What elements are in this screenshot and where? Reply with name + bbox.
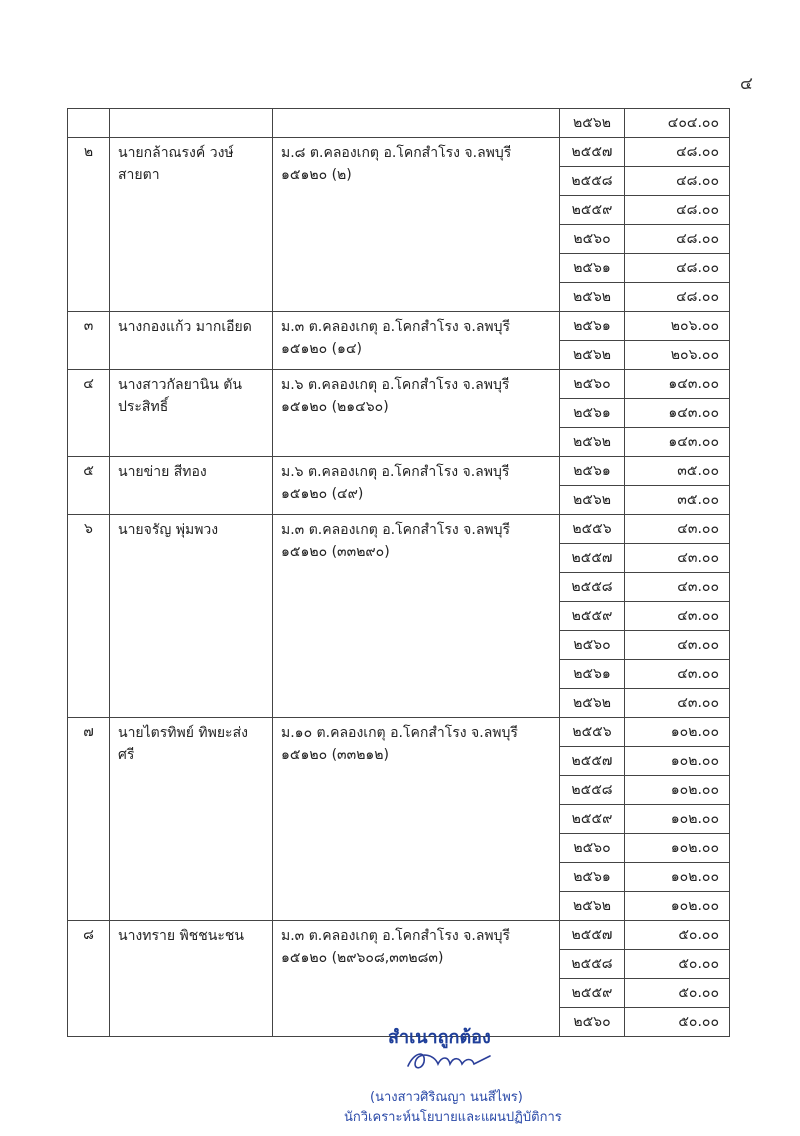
record-name-cell: นางทราย พิชชนะชน <box>110 921 273 1037</box>
record-address-cell: ม.๖ ต.คลองเกตุ อ.โคกสำโรง จ.ลพบุรี ๑๕๑๒๐ (๔๙) <box>273 457 560 515</box>
year-cell: ๒๕๕๙ <box>560 805 625 834</box>
year-cell: ๒๕๕๙ <box>560 602 625 631</box>
year-cell: ๒๕๖๒ <box>560 892 625 921</box>
signer-name: (นางสาวศิริณญา นนสีไพร) <box>370 1090 523 1105</box>
year-cell: ๒๕๖๐ <box>560 370 625 399</box>
signer-position: นักวิเคราะห์นโยบายและแผนปฏิบัติการ <box>344 1110 562 1125</box>
table-row <box>68 370 730 399</box>
year-cell: ๒๕๕๘ <box>560 776 625 805</box>
amount-cell: ๑๔๓.๐๐ <box>625 399 730 428</box>
year-cell: ๒๕๖๑ <box>560 254 625 283</box>
amount-cell: ๔๓.๐๐ <box>625 515 730 544</box>
record-name-cell: นายจรัญ พุ่มพวง <box>110 515 273 718</box>
year-cell: ๒๕๕๘ <box>560 950 625 979</box>
amount-cell: ๕๐.๐๐ <box>625 979 730 1008</box>
record-no-cell: ๓ <box>68 312 110 370</box>
record-address-cell: ม.๖ ต.คลองเกตุ อ.โคกสำโรง จ.ลพบุรี ๑๕๑๒๐ (๒๑๔๖๐) <box>273 370 560 457</box>
record-no-cell: ๗ <box>68 718 110 921</box>
year-cell: ๒๕๖๐ <box>560 1008 625 1037</box>
year-cell: ๒๕๕๗ <box>560 544 625 573</box>
record-address-cell: ม.๘ ต.คลองเกตุ อ.โคกสำโรง จ.ลพบุรี ๑๕๑๒๐ (๒) <box>273 138 560 312</box>
record-name-cell: นายไตรทิพย์ ทิพยะส่งศรี <box>110 718 273 921</box>
year-cell: ๒๕๖๐ <box>560 225 625 254</box>
amount-cell: ๕๐.๐๐ <box>625 950 730 979</box>
record-name-cell: นางสาวกัลยานิน ตันประสิทธิ์ <box>110 370 273 457</box>
amount-cell: ๔๘.๐๐ <box>625 283 730 312</box>
amount-cell: ๑๐๒.๐๐ <box>625 718 730 747</box>
record-no-cell: ๖ <box>68 515 110 718</box>
record-address-cell: ม.๓ ต.คลองเกตุ อ.โคกสำโรง จ.ลพบุรี ๑๕๑๒๐ (๒๙๖๐๘,๓๓๒๘๓) <box>273 921 560 1037</box>
certified-copy-stamp: สำเนาถูกต้อง <box>388 1027 491 1048</box>
page-number: ๔ <box>740 74 753 94</box>
record-no-cell: ๔ <box>68 370 110 457</box>
amount-cell: ๔๘.๐๐ <box>625 167 730 196</box>
amount-cell: ๓๕.๐๐ <box>625 486 730 515</box>
year-cell: ๒๕๕๗ <box>560 138 625 167</box>
amount-cell: ๔๓.๐๐ <box>625 573 730 602</box>
amount-cell: ๑๐๒.๐๐ <box>625 747 730 776</box>
year-cell: ๒๕๕๗ <box>560 747 625 776</box>
amount-cell: ๑๐๒.๐๐ <box>625 805 730 834</box>
year-cell: ๒๕๕๘ <box>560 573 625 602</box>
year-cell: ๒๕๖๒ <box>560 428 625 457</box>
record-name-cell: นายกล้าณรงค์ วงษ์สายตา <box>110 138 273 312</box>
record-name-cell: นางกองแก้ว มากเอียด <box>110 312 273 370</box>
payment-table <box>67 108 730 1037</box>
year-cell: ๒๕๕๙ <box>560 196 625 225</box>
record-name-cell <box>110 109 273 138</box>
year-cell: ๒๕๕๙ <box>560 979 625 1008</box>
amount-cell: ๑๔๓.๐๐ <box>625 428 730 457</box>
amount-cell: ๓๕.๐๐ <box>625 457 730 486</box>
amount-cell: ๔๘.๐๐ <box>625 254 730 283</box>
year-cell: ๒๕๖๒ <box>560 109 625 138</box>
year-cell: ๒๕๕๖ <box>560 718 625 747</box>
table-row <box>68 109 730 138</box>
record-no-cell <box>68 109 110 138</box>
amount-cell: ๔๓.๐๐ <box>625 544 730 573</box>
amount-cell: ๕๐.๐๐ <box>625 1008 730 1037</box>
year-cell: ๒๕๖๑ <box>560 457 625 486</box>
amount-cell: ๔๓.๐๐ <box>625 660 730 689</box>
year-cell: ๒๕๖๑ <box>560 660 625 689</box>
year-cell: ๒๕๖๒ <box>560 283 625 312</box>
year-cell: ๒๕๕๖ <box>560 515 625 544</box>
amount-cell: ๑๔๓.๐๐ <box>625 370 730 399</box>
year-cell: ๒๕๕๗ <box>560 921 625 950</box>
amount-cell: ๔๘.๐๐ <box>625 138 730 167</box>
year-cell: ๒๕๖๒ <box>560 486 625 515</box>
amount-cell: ๑๐๒.๐๐ <box>625 892 730 921</box>
year-cell: ๒๕๖๒ <box>560 341 625 370</box>
table-row <box>68 457 730 486</box>
record-address-cell: ม.๓ ต.คลองเกตุ อ.โคกสำโรง จ.ลพบุรี ๑๕๑๒๐ (๓๓๒๙๐) <box>273 515 560 718</box>
record-no-cell: ๕ <box>68 457 110 515</box>
year-cell: ๒๕๖๐ <box>560 834 625 863</box>
table-row <box>68 312 730 341</box>
table-row <box>68 921 730 950</box>
amount-cell: ๔๘.๐๐ <box>625 196 730 225</box>
record-address-cell: ม.๑๐ ต.คลองเกตุ อ.โคกสำโรง จ.ลพบุรี ๑๕๑๒๐ (๓๓๒๑๒) <box>273 718 560 921</box>
year-cell: ๒๕๖๒ <box>560 689 625 718</box>
amount-cell: ๔๘.๐๐ <box>625 225 730 254</box>
amount-cell: ๒๐๖.๐๐ <box>625 341 730 370</box>
amount-cell: ๔๓.๐๐ <box>625 631 730 660</box>
amount-cell: ๔๐๔.๐๐ <box>625 109 730 138</box>
year-cell: ๒๕๕๘ <box>560 167 625 196</box>
record-no-cell: ๘ <box>68 921 110 1037</box>
amount-cell: ๑๐๒.๐๐ <box>625 776 730 805</box>
amount-cell: ๔๓.๐๐ <box>625 689 730 718</box>
table-row <box>68 718 730 747</box>
amount-cell: ๕๐.๐๐ <box>625 921 730 950</box>
year-cell: ๒๕๖๑ <box>560 863 625 892</box>
year-cell: ๒๕๖๑ <box>560 399 625 428</box>
table-row <box>68 515 730 544</box>
record-name-cell: นายข่าย สีทอง <box>110 457 273 515</box>
signature-image <box>404 1046 496 1076</box>
year-cell: ๒๕๖๑ <box>560 312 625 341</box>
year-cell: ๒๕๖๐ <box>560 631 625 660</box>
record-address-cell <box>273 109 560 138</box>
amount-cell: ๔๓.๐๐ <box>625 602 730 631</box>
amount-cell: ๑๐๒.๐๐ <box>625 834 730 863</box>
amount-cell: ๑๐๒.๐๐ <box>625 863 730 892</box>
record-no-cell: ๒ <box>68 138 110 312</box>
record-address-cell: ม.๓ ต.คลองเกตุ อ.โคกสำโรง จ.ลพบุรี ๑๕๑๒๐ (๑๔) <box>273 312 560 370</box>
amount-cell: ๒๐๖.๐๐ <box>625 312 730 341</box>
table-row <box>68 138 730 167</box>
